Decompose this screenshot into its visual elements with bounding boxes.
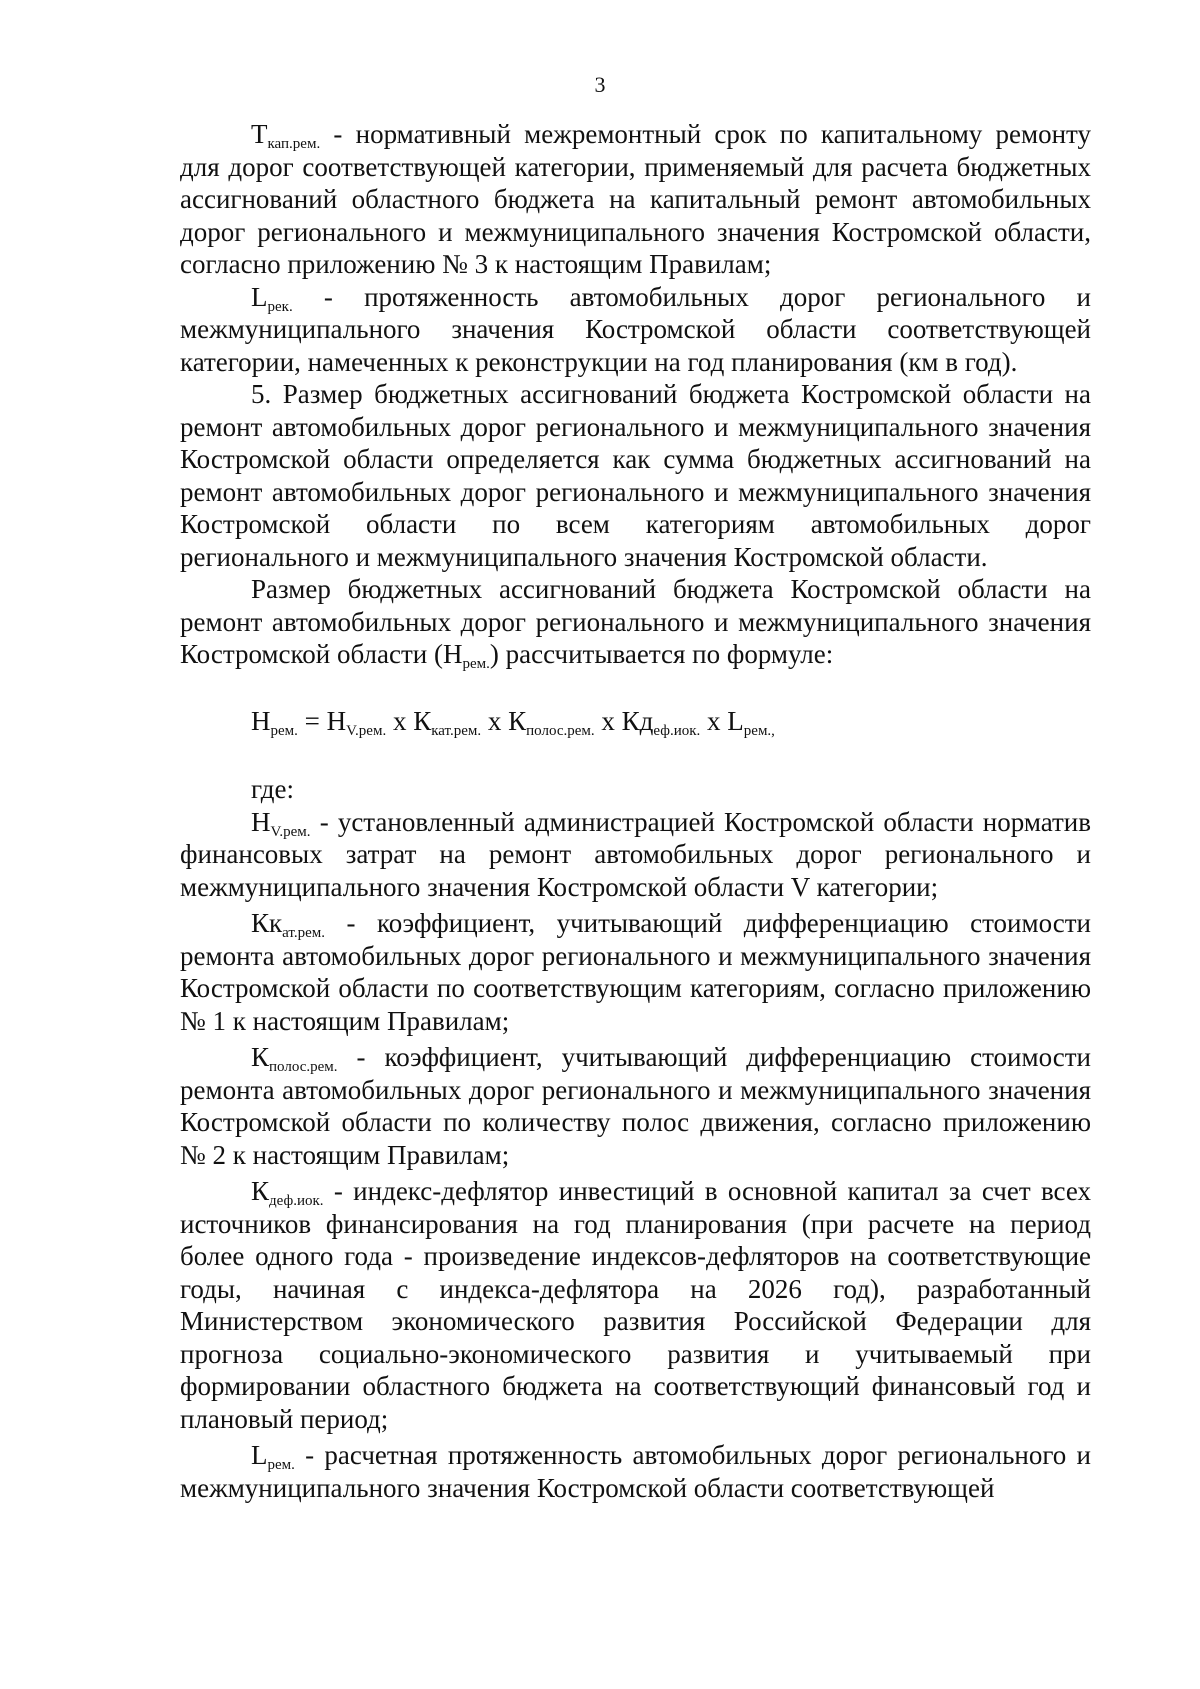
symbol: Кк (251, 908, 283, 938)
definition-text: - установленный администрацией Костромской области норматив финансовых затрат на ремонт автомобильных дорог регионального и межмуниципального значения Костромской области V категории; (180, 806, 1091, 902)
symbol: L (251, 1440, 268, 1470)
formula-subscript: V.рем. (346, 722, 387, 739)
formula-term: x К (386, 705, 432, 736)
intro-text-end: ) рассчитывается по формуле: (489, 639, 834, 669)
definition-text: - расчетная протяженность автомобильных дорог регионального и межмуниципального значения Костромской области соответствующей (180, 1440, 1091, 1503)
definition-text: - протяженность автомобильных дорог регионального и межмуниципального значения Костромской области соответствующей категории, намеченных к реконструкции на год планирования (км в год). (180, 281, 1091, 377)
symbol-subscript: рек. (267, 298, 293, 315)
symbol-subscript: полос.рем. (269, 1059, 338, 1075)
symbol-subscript: рем. (267, 1457, 295, 1473)
definition-l-rek (180, 281, 1091, 379)
clause-5: 5. Размер бюджетных ассигнований бюджета Костромской области на ремонт автомобильных дорог регионального и межмуниципального значения Костромской области определяется как сумма бюджетных ассигнований на ремонт автомобильных дорог регионального и межмуниципального значения Костромской области по всем категориям автомобильных дорог регионального и межмуниципального значения Костромской области. (180, 379, 1091, 572)
definition-k-def-iok (180, 1175, 1091, 1435)
symbol-subscript: рем. (462, 656, 490, 672)
symbol: К (251, 1042, 270, 1072)
document-body (180, 118, 1091, 1504)
formula-term: = Н (297, 705, 347, 736)
symbol: L (251, 281, 268, 312)
formula-subscript: рем. (270, 722, 298, 739)
formula-term: Н (251, 705, 271, 736)
symbol-subscript: деф.иок. (269, 1193, 324, 1209)
formula-term: x Кд (594, 705, 654, 736)
definition-text: - коэффициент, учитывающий дифференциацию стоимости ремонта автомобильных дорог регионального и межмуниципального значения Костромской области по соответствующим категориям, согласно приложению № 1 к настоящим Правилам; (180, 908, 1091, 1036)
definition-text: - индекс-дефлятор инвестиций в основной капитал за счет всех источников финансирования на год планирования (при расчете на период более одного года - произведение индексов-дефляторов на соответствующие годы, начиная с индекса-дефлятора на 2026 год), разработанный Министерством экономического развития Российской Федерации для прогноза социально-экономического развития и учитываемый при формировании областного бюджета на соответствующий финансовый год и плановый период; (180, 1176, 1091, 1434)
page-number: 3 (594, 72, 606, 97)
symbol: Т (251, 119, 268, 149)
definition-text: - нормативный межремонтный срок по капитальному ремонту для дорог соответствующей категории, применяемый для расчета бюджетных ассигнований областного бюджета на капитальный ремонт автомобильных дорог регионального и межмуниципального значения Костромской области, согласно приложению № 3 к настоящим Правилам; (180, 119, 1091, 279)
formula-subscript: полос.рем. (526, 722, 595, 739)
formula-subscript: рем., (743, 722, 775, 739)
formula-term: x К (481, 705, 527, 736)
definition-text: - коэффициент, учитывающий дифференциацию стоимости ремонта автомобильных дорог регионального и межмуниципального значения Костромской области по количеству полос движения, согласно приложению № 2 к настоящим Правилам; (180, 1042, 1091, 1170)
formula-intro (180, 573, 1091, 671)
symbol-subscript: кап.рем. (267, 136, 321, 152)
intro-text: Размер бюджетных ассигнований бюджета Костромской области на ремонт автомобильных дорог регионального и межмуниципального значения Костромской области (Н (180, 574, 1091, 669)
symbol: Н (251, 806, 271, 837)
symbol-subscript: ат.рем. (282, 925, 325, 941)
definition-h-v-rem (180, 806, 1091, 904)
formula-subscript: кат.рем. (431, 722, 482, 739)
symbol: К (251, 1176, 270, 1206)
definition-k-polos-rem (180, 1041, 1091, 1171)
definition-l-rem (180, 1439, 1091, 1504)
formula (180, 705, 1091, 738)
definition-t-kap-rem (180, 118, 1091, 281)
where-label: где: (251, 774, 294, 804)
formula-subscript: еф.иок. (653, 722, 701, 739)
symbol-subscript: V.рем. (270, 823, 311, 840)
formula-term: x L (700, 705, 744, 736)
definition-k-kat-rem (180, 907, 1091, 1037)
